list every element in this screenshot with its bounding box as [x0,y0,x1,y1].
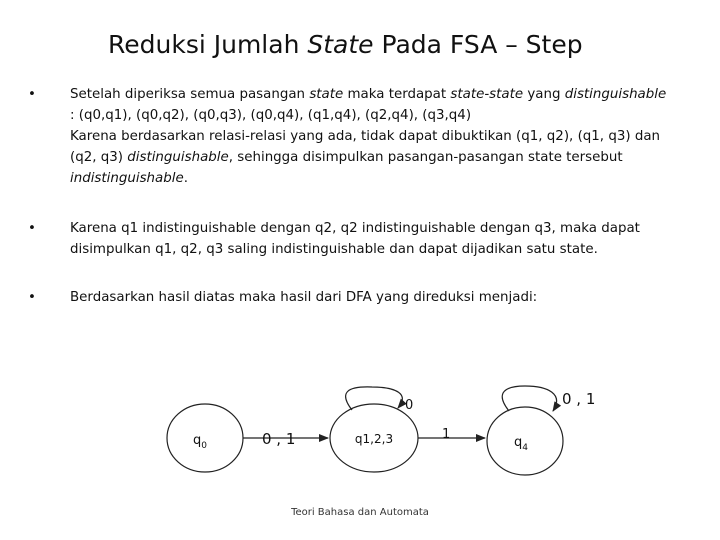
bullet-2-line-2: disimpulkan q1, q2, q3 saling indistinguishable dan dapat dijadikan satu state. [70,242,598,257]
state-q123-label: q1,2,3 [354,432,394,446]
text-span: (q2, q3) [70,150,128,165]
state-q0-label: $q_0$ [193,433,207,451]
bullet-3-line-1: Berdasarkan hasil diatas maka hasil dari DFA yang direduksi menjadi: [70,290,538,305]
bullet-dot: • [28,87,36,102]
text-span: yang [523,87,565,102]
state-q0 [167,404,243,472]
bullet-1-line-2: : (q0,q1), (q0,q2), (q0,q3), (q0,q4), (q1,q4), (q2,q4), (q3,q4) [70,108,472,123]
bullet-dot: • [28,221,36,236]
text-span: . [183,171,188,186]
transition-q123-loop-label: 0 [405,398,414,413]
footer: Teori Bahasa dan Automata [291,507,429,518]
title-part-3: Pada FSA – Step [373,30,583,59]
text-span-italic: distinguishable [564,87,667,102]
bullet-2-line-1: Karena q1 indistinguishable dengan q2, q2 indistinguishable dengan q3, maka dapat [70,221,640,236]
bullet-1-line-3: Karena berdasarkan relasi-relasi yang ada, tidak dapat dibuktikan (q1, q2), (q1, q3) dan [70,129,661,144]
bullet-dot: • [28,290,36,305]
title-part-1: Reduksi Jumlah [108,30,308,59]
transition-q123-q4-label: 1 [442,427,451,442]
text-span: maka terdapat [343,87,451,102]
state-q4 [487,407,563,475]
title-part-2: State [307,30,374,59]
text-span-italic: indistinguishable [70,171,184,186]
text-span-italic: state [309,87,344,102]
transition-q4-loop-label: 0 , 1 [562,390,596,408]
text-span-italic: state-state [450,87,524,102]
state-q4-label: $q_4$ [514,435,528,453]
text-span: , sehingga disimpulkan pasangan-pasangan state tersebut [228,150,623,165]
text-span: Setelah diperiksa semua pasangan [70,87,310,102]
transition-q0-q123-label: 0 , 1 [262,430,296,448]
text-span-italic: distinguishable [127,150,229,165]
